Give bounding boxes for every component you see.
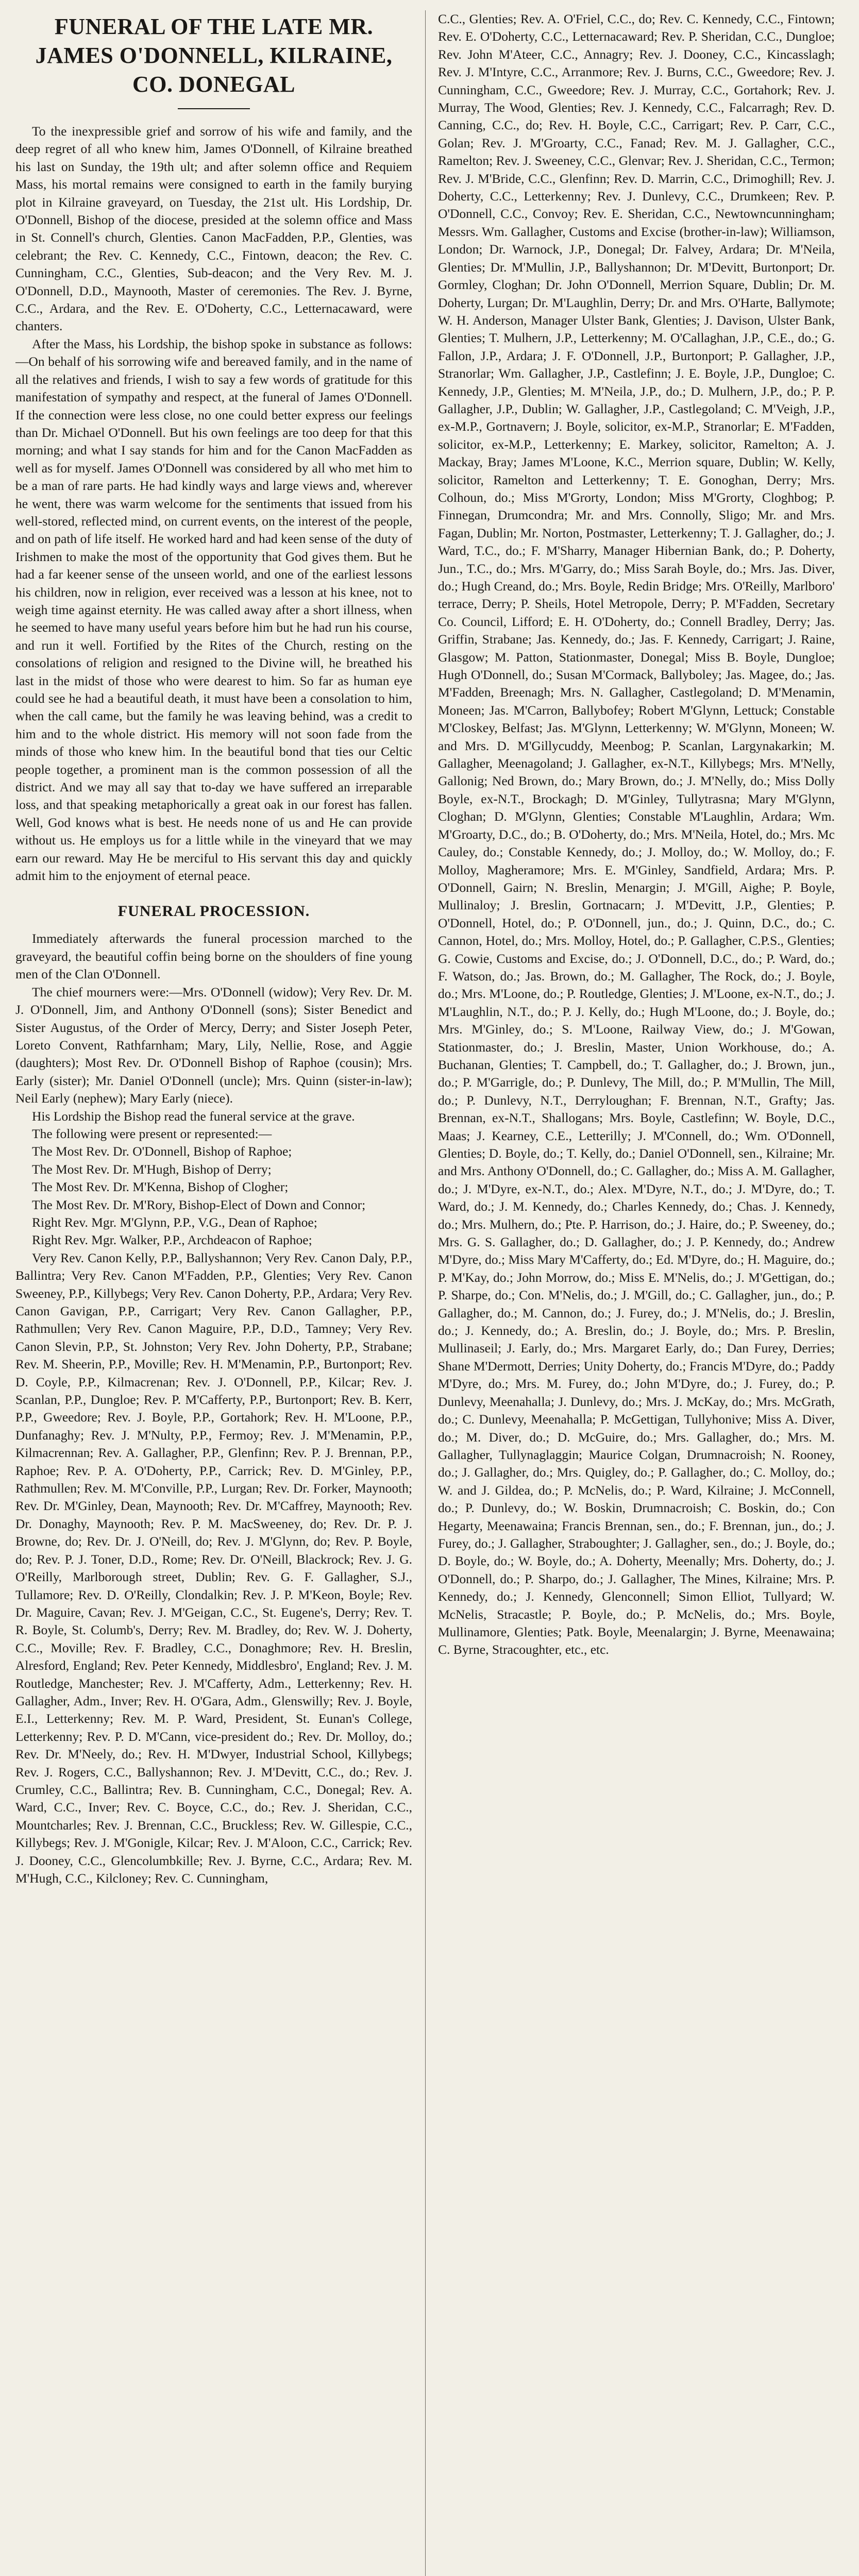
article-paragraph: After the Mass, his Lordship, the bishop spoke in substance as follows:—On behalf of his sorrowing wife and bereaved family, and in the name of all the relatives and friends, I wish to say a few words of gratitude for this manifestation of sympathy and respect, at the funeral of James O'Donnell. If the connection were less close, no one could better express our feelings than Dr. Michael O'Donnell. But his own feelings are too deep for that this morning; and what I say stands for him and for the Canon MacFadden as well as for myself. James O'Donnell was considered by all who met him to be a man of rare parts. He had kindly ways and large views and, wherever he went, there was warm welcome for the sentiments that issued from his well-stored, reflected mind, on current events, on the interest of the people, and on path of life itself. He worked hard and had keen sense of the duty of Irishmen to make the most of the opportunity that God gives them. But he had a far keener sense of the unseen world, and one of the earliest lessons his children, now in religion, ever received was a lesson at his knee, not to weigh time against eternity. He was called away after a short illness, when he seemed to have many useful years before him but he had run his course, and run it well. Fortified by the Rites of the Church, resting on the consolations of religion and resigned to the Divine will, he breathed his last in the midst of those who were dearest to him. So far as human eye could see he had a beautiful death, it must have been a consolation to him, when the call came, but the family he was leaving behind, was a credit to him and to the whole district. His memory will not soon fade from the minds of those who knew him. In the beautiful bond that ties our Celtic people together, a prominent man is the common possession of all the district. And we may all say that to-day we have suffered an irreparable loss, and that speaking metaphorically a great oak in our forest has fallen. Well, God knows what is best. He needs none of us and He can provide without us. He employs us for a little while in the vineyard that we may earn our reward. May He be merciful to His servant this day and quickly admit him to the enjoyment of eternal peace. — [15, 336, 412, 884]
attendee-entry: The Most Rev. Dr. M'Kenna, Bishop of Clogher; — [32, 1179, 289, 1195]
procession-paragraph: Immediately afterwards the funeral procession marched to the graveyard, the beautiful coffin being borne on the shoulders of fine young men of the Clan O'Donnell. — [15, 931, 412, 982]
attendee-entry: Right Rev. Mgr. Walker, P.P., Archdeacon of Raphoe; — [32, 1232, 312, 1248]
attendee-entry: The Most Rev. Dr. O'Donnell, Bishop of Raphoe; — [32, 1144, 292, 1159]
attendee-entry: The Most Rev. Dr. M'Hugh, Bishop of Derry; — [32, 1161, 272, 1177]
procession-paragraph: The following were present or represented:— — [32, 1126, 272, 1141]
attendee-list: Very Rev. Canon Kelly, P.P., Ballyshannon; Very Rev. Canon Daly, P.P., Ballintra; Very Rev. Canon M'Fadden, P.P., Glenties; Very Rev. Canon Sweeney, P.P., Killybegs; Very Rev. Canon Doherty, P.P., Ardara; Very Rev. Canon Gavigan, P.P., Carrigart; Very Rev. Canon Gallagher, P.P., Rathmullen; Very Rev. Canon Maguire, P.P., D.D., Tamney; Very Rev. Canon Slevin, P.P., St. Johnston; Very Rev. John Doherty, P.P., Strabane; Rev. M. Sheerin, P.P., Moville; Rev. H. M'Menamin, P.P., Burtonport; Rev. D. Coyle, P.P., Kilmacrenan; Rev. J. O'Donnell, P.P., Kilcar; Rev. J. Scanlan, P.P., Dungloe; Rev. P. M'Cafferty, P.P., Burtonport; Rev. B. Kerr, P.P., Gweedore; Rev. J. Boyle, P.P., Gortahork; Rev. H. M'Loone, P.P., Dunfanaghy; Rev. J. M'Nulty, P.P., Fermoy; Rev. J. M'Menamin, P.P., Kilmacrennan; Rev. A. Gallagher, P.P., Glenfinn; Rev. P. J. Brennan, P.P., Raphoe; Rev. P. A. O'Doherty, P.P., Carrick; Rev. D. M'Ginley, P.P., Rathmullen; Rev. M. M'Conville, P.P., Lurgan; Rev. Dr. Forker, Maynooth; Rev. Dr. M'Ginley, Dean, Maynooth; Rev. Dr. M'Caffrey, Maynooth; Rev. Dr. Donaghy, Maynooth; Rev. P. M. MacSweeney, do; Rev. Dr. P. J. Browne, do; Rev. Dr. J. O'Neill, do; Rev. J. M'Glynn, do; Rev. P. Boyle, do; Rev. P. J. Toner, D.D., Rome; Rev. Dr. O'Neill, Blackrock; Rev. J. G. O'Reilly, Marlborough street, Dublin; Rev. G. F. Gallagher, S.J., Tullamore; Rev. D. O'Reilly, Clondalkin; Rev. J. P. M'Keon, Boyle; Rev. Dr. Maguire, Cavan; Rev. J. M'Geigan, C.C., St. Eugene's, Derry; Rev. T. R. Boyle, St. Columb's, Derry; Rev. M. Bradley, do; Rev. W. J. Doherty, C.C., Moville; Rev. F. Bradley, C.C., Donaghmore; Rev. H. Breslin, Alresford, England; Rev. Peter Kennedy, Middlesbro', England; Rev. J. M. Routledge, Manchester; Rev. J. M'Cafferty, Adm., Letterkenny; Rev. H. Gallagher, Adm., Inver; Rev. H. O'Gara, Adm., Glenswilly; Rev. J. Boyle, E.I., Letterkenny; Rev. M. P. Ward, President, St. Eunan's College, Letterkenny; Rev. P. D. M'Cann, vice-president do.; Rev. Dr. Molloy, do.; Rev. Dr. M'Neely, do.; Rev. H. M'Dwyer, Industrial School, Killybegs; Rev. J. Rogers, C.C., Ballyshannon; Rev. J. M'Devitt, C.C., do.; Rev. J. Crumley, C.C., Ballintra; Rev. B. Cunningham, C.C., Donegal; Rev. A. Ward, C.C., Inver; Rev. C. Boyce, C.C., do.; Rev. J. Sheridan, C.C., Mountcharles; Rev. J. Brennan, C.C., Bruckless; Rev. W. Gillespie, C.C., Killybegs; Rev. J. M'Gonigle, Kilcar; Rev. J. M'Aloon, C.C., Carrick; Rev. J. Dooney, C.C., Glencolumbkille; Rev. J. Byrne, C.C., Ardara; Rev. M. M'Hugh, C.C., Kilcloney; Rev. C. Cunningham, — [15, 1250, 412, 1886]
newspaper-page — [15, 10, 845, 2576]
procession-paragraph: His Lordship the Bishop read the funeral service at the grave. — [32, 1108, 355, 1124]
article-paragraph: To the inexpressible grief and sorrow of his wife and family, and the deep regret of all who knew him, James O'Donnell, of Kilraine breathed his last on Sunday, the 19th ult; and after solemn office and Requiem Mass, his mortal remains were consigned to earth in the family burying plot in Kilraine graveyard, on Tuesday, the 21st ult. His Lordship, Dr. O'Donnell, Bishop of the diocese, presided at the solemn office and Mass in St. Connell's church, Glenties. Canon MacFadden, P.P., Glenties, was celebrant; the Rev. C. Kennedy, C.C., Fintown, deacon; the Rev. C. Cunningham, C.C., Glenties, Sub-deacon; and the Very Rev. M. J. O'Donnell, D.D., Maynooth, Master of ceremonies. The Rev. J. Byrne, C.C., Ardara, and the Rev. E. O'Doherty, C.C., Letternacaward, were chanters. — [15, 124, 412, 334]
left-column — [15, 10, 412, 2576]
attendee-list-continued: C.C., Glenties; Rev. A. O'Friel, C.C., do; Rev. C. Kennedy, C.C., Fintown; Rev. E. O'Doherty, C.C., Letternacaward; Rev. P. Sheridan, C.C., Dungloe; Rev. John M'Ateer, C.C., Annagry; Rev. J. Dooney, C.C., Kincasslagh; Rev. J. M'Intyre, C.C., Arranmore; Rev. J. Burns, C.C., Gweedore; Rev. J. Cunningham, C.C., Gweedore; Rev. J. Murray, C.C., Gortahork; Rev. J. Murray, The Wood, Glenties; Rev. J. Kennedy, C.C., Falcarragh; Rev. D. Canning, C.C., do; Rev. H. Boyle, C.C., Carrigart; Rev. P. Carr, C.C., Golan; Rev. J. M'Groarty, C.C., Fanad; Rev. M. J. Gallagher, C.C., Ramelton; Rev. J. Sweeney, C.C., Glenvar; Rev. J. Sheridan, C.C., Termon; Rev. J. M'Bride, C.C., Glenfinn; Rev. D. Marrin, C.C., Drimoghill; Rev. J. Doherty, C.C., Letterkenny; Rev. J. Dunlevy, C.C., Drumkeen; Rev. P. O'Donnell, C.C., Convoy; Rev. E. Sheridan, C.C., Newtowncunningham; Messrs. Wm. Gallagher, Customs and Excise (brother-in-law); Williamson, London; Dr. Warnock, J.P., Donegal; Dr. Falvey, Ardara; Dr. M'Neila, Glenties; Dr. M'Mullin, J.P., Ballyshannon; Dr. M'Devitt, Burtonport; Dr. Gormley, Cloghan; Dr. John O'Donnell, Merrion Square, Dublin; Dr. M. Doherty, Lurgan; Dr. M'Laughlin, Derry; Dr. and Mrs. O'Harte, Ballymote; W. H. Anderson, Manager Ulster Bank, Glenties; J. Davison, Ulster Bank, Glenties; T. Mulhern, J.P., Letterkenny; M. O'Callaghan, J.P., C.E., do.; G. Fallon, J.P., Ardara; J. F. O'Donnell, J.P., Burtonport; P. Gallagher, J.P., Stranorlar; Wm. Gallagher, J.P., Castlefinn; J. E. Boyle, J.P., Dungloe; C. Kennedy, J.P., Glenties; M. M'Neila, J.P., do.; D. Mulhern, J.P., do.; P. P. Gallagher, J.P., Dublin; W. Gallagher, J.P., Castlegoland; C. M'Veigh, J.P., ex-M.P., Gortnavern; J. Boyle, solicitor, ex-M.P., Stranorlar; E. M'Fadden, solicitor, ex-M.P., Letterkenny; E. Markey, solicitor, Ramelton; A. J. Mackay, Bray; James M'Loone, K.C., Merrion square, Dublin; W. Kelly, solicitor, Ramelton and Letterkenny; T. E. Gonoghan, Derry; Mrs. Colhoun, do.; Miss M'Grorty, London; Miss M'Grorty, Cloghbog; P. Finnegan, Drumcondra; Mr. and Mrs. Connolly, Sligo; Mr. and Mrs. Fagan, Dublin; Mr. Norton, Postmaster, Letterkenny; T. J. Gallagher, do.; J. Ward, T.C., do.; F. M'Sharry, Manager Hibernian Bank, do.; P. Doherty, Jun., T.C., do.; Mrs. M'Garry, do.; Miss Sarah Boyle, do.; Mrs. Jas. Diver, do.; Hugh Creand, do.; Mrs. Boyle, Redin Bridge; Mrs. O'Reilly, Marlboro' terrace, Derry; P. Sheils, Hotel Metropole, Derry; P. M'Fadden, Secretary Co. Council, Lifford; E. H. O'Doherty, do.; Connell Bradley, Derry; Jas. Griffin, Strabane; Jas. Kennedy, do.; Jas. F. Kennedy, Carrigart; J. Raine, Glasgow; M. Patton, Stationmaster, Donegal; Miss B. Boyle, Dungloe; Hugh O'Donnell, do.; Susan M'Cormack, Ballyboley; Jas. Magee, do.; Jas. M'Fadden, Breenagh; Mrs. N. Gallagher, Castlegoland; D. M'Menamin, Moneen; Jas. M'Carron, Ballybofey; Robert M'Glynn, Lettuck; Constable M'Closkey, Belfast; Jas. M'Glynn, Letterkenny; W. M'Glynn, Moneen; W. and Mrs. D. M'Gillycuddy, Meenbog; P. Scanlan, Largynakarkin; M. Gallagher, Meenagoland; J. Gallagher, ex-N.T., Killybegs; Mrs. M'Nelly, Gallonig; Ned Brown, do.; Mary Brown, do.; J. M'Nelly, do.; Miss Dolly Boyle, ex-N.T., Brockagh; D. M'Ginley, Tullytrasna; Mary M'Glynn, Cloghan; D. M'Glynn, Glenties; Constable M'Laughlin, Ardara; Wm. M'Groarty, D.C., do.; B. O'Doherty, do.; Mrs. M'Neila, Hotel, do.; Mrs. Mc Cauley, do.; Constable Kennedy, do.; J. Molloy, do.; W. Molloy, do.; F. Molloy, Magheramore; Mrs. E. M'Ginley, Sandfield, Ardara; Mrs. P. O'Donnell, Gairn; N. Breslin, Menargin; J. M'Gill, Aighe; P. Boyle, Mullinaloy; J. Breslin, Gortnacarn; J. M'Devitt, J.P., Glenties; P. O'Donnell, Hotel, do.; P. O'Donnell, jun., do.; J. Quinn, D.C., do.; C. Cannon, Hotel, do.; Mrs. Molloy, Hotel, do.; P. Gallagher, C.P.S., Glenties; G. Cowie, Customs and Excise, do.; J. O'Donnell, D.C., do.; P. Ward, do.; F. Watson, do.; Jas. Brown, do.; M. Gallagher, The Rock, do.; J. Boyle, do.; Mrs. M'Loone, do.; P. Routledge, Glenties; J. M'Loone, ex-N.T., do.; J. M'Laughlin, N.T., do.; P. J. Kelly, do.; Hugh M'Loone, do.; J. Boyle, do.; Mrs. M'Ginley, do.; S. M'Loone, Railway View, do.; J. M'Gowan, Stationmaster, do.; J. Breslin, Master, Union Workhouse, do.; A. Buchanan, Glenties; T. Campbell, do.; T. Gallagher, do.; J. Brown, jun., do.; P. M'Garrigle, do.; P. Dunlevy, The Mill, do.; P. M'Mullin, The Mill, do.; P. Dunlevy, N.T., Derryloughan; F. Brennan, N.T., Grafty; Jas. Brennan, ex-N.T., Shallogans; Mrs. Boyle, Castlefinn; W. Boyle, D.C., Maas; J. Kearney, C.E., Letterilly; J. M'Connell, do.; Wm. O'Donnell, Glenties; D. Boyle, do.; T. Kelly, do.; Daniel O'Donnell, sen., Kilraine; Mr. and Mrs. Anthony O'Donnell, do.; C. Gallagher, do.; Miss A. M. Gallagher, do.; J. M'Dyre, ex-N.T., do.; Alex. M'Dyre, N.T., do.; J. M'Dyre, do.; T. Ward, do.; J. M. Kennedy, do.; Charles Kennedy, do.; Chas. J. Kennedy, do.; Mrs. Mulhern, do.; Pte. P. Harrison, do.; J. Haire, do.; P. Sweeney, do.; Mrs. G. S. Gallagher, do.; D. Gallagher, do.; J. P. Kennedy, do.; Andrew M'Dyre, do.; Miss Mary M'Cafferty, do.; Ed. M'Dyre, do.; H. Maguire, do.; P. M'Kay, do.; John Morrow, do.; Miss E. M'Nelis, do.; J. M'Gettigan, do.; P. Sharpe, do.; Con. M'Nelis, do.; J. M'Gill, do.; C. Gallagher, jun., do.; P. Gallagher, do.; M. Cannon, do.; J. Furey, do.; J. M'Nelis, do.; J. Breslin, do.; J. Kennedy, do.; A. Breslin, do.; J. Boyle, do.; Mrs. P. Breslin, Mullinaseil; J. Early, do.; Mrs. Margaret Early, do.; Dan Furey, Derries; Shane M'Dermott, Derries; Unity Doherty, do.; Francis M'Dyre, do.; Paddy M'Dyre, do.; Mrs. M. Furey, do.; John M'Dyre, do.; J. Furey, do.; P. Dunlevy, Meenahalla; J. Dunlevy, do.; Mrs. J. McKay, do.; Mrs. McGrath, do.; C. Dunlevy, Meenahalla; P. McGettigan, Tullyhonive; Miss A. Diver, do.; M. Diver, do.; D. McGuire, do.; Mrs. Gallagher, do.; Mrs. M. Gallagher, Tullynaglaggin; Maurice Colgan, Drumnacroish; N. Rooney, do.; J. Gallagher, do.; Mrs. Quigley, do.; P. Gallagher, do.; C. Molloy, do.; W. and J. Gildea, do.; P. McNelis, do.; P. Ward, Kilraine; J. McConnell, do.; P. Dunlevy, do.; W. Boskin, Drumnacroish; C. Boskin, do.; Con Hegarty, Meenawaina; Francis Brennan, sen., do.; F. Brennan, jun., do.; J. Furey, do.; J. Gallagher, Straboughter; J. Gallagher, sen., do.; J. Boyle, do.; D. Boyle, do.; W. Boyle, do.; A. Doherty, Meenally; Mrs. Doherty, do.; J. O'Donnell, do.; P. Sharpo, do.; J. Gallagher, The Mines, Kilraine; Mrs. P. Kennedy, do.; J. Kennedy, Glenconnell; Simon Elliot, Tullyard; W. McNelis, Stracastle; P. Boyle, do.; P. McNelis, do.; Mrs. Boyle, Mullinamore, Glenties; Patk. Boyle, Meenalargin; J. Byrne, Meenawaina; C. Byrne, Stracoughter, etc., etc. — [438, 11, 835, 1657]
attendee-entry: The Most Rev. Dr. M'Rory, Bishop-Elect of Down and Connor; — [32, 1197, 366, 1212]
headline-rule — [178, 108, 250, 109]
article-headline: FUNERAL OF THE LATE MR. JAMES O'DONNELL, KILRAINE, CO. DONEGAL — [35, 14, 393, 97]
right-column — [438, 10, 835, 2576]
procession-subheading: FUNERAL PROCESSION. — [117, 903, 310, 920]
column-divider — [425, 10, 426, 2576]
attendee-entry: Right Rev. Mgr. M'Glynn, P.P., V.G., Dean of Raphoe; — [32, 1214, 317, 1230]
procession-paragraph: The chief mourners were:—Mrs. O'Donnell (widow); Very Rev. Dr. M. J. O'Donnell, Jim, and Anthony O'Donnell (sons); Sister Benedict and Sister Augustus, of the Order of Mercy, Derry; and Sister Joseph Peter, Loreto Convent, Rathfarnham; Mary, Lily, Nellie, Rose, and Aggie (daughters); Most Rev. Dr. O'Donnell Bishop of Raphoe (cousin); Mrs. Early (sister); Mr. Daniel O'Donnell (uncle); Mrs. Quinn (sister-in-law); Neil Early (nephew); Mary Early (niece). — [15, 984, 412, 1106]
